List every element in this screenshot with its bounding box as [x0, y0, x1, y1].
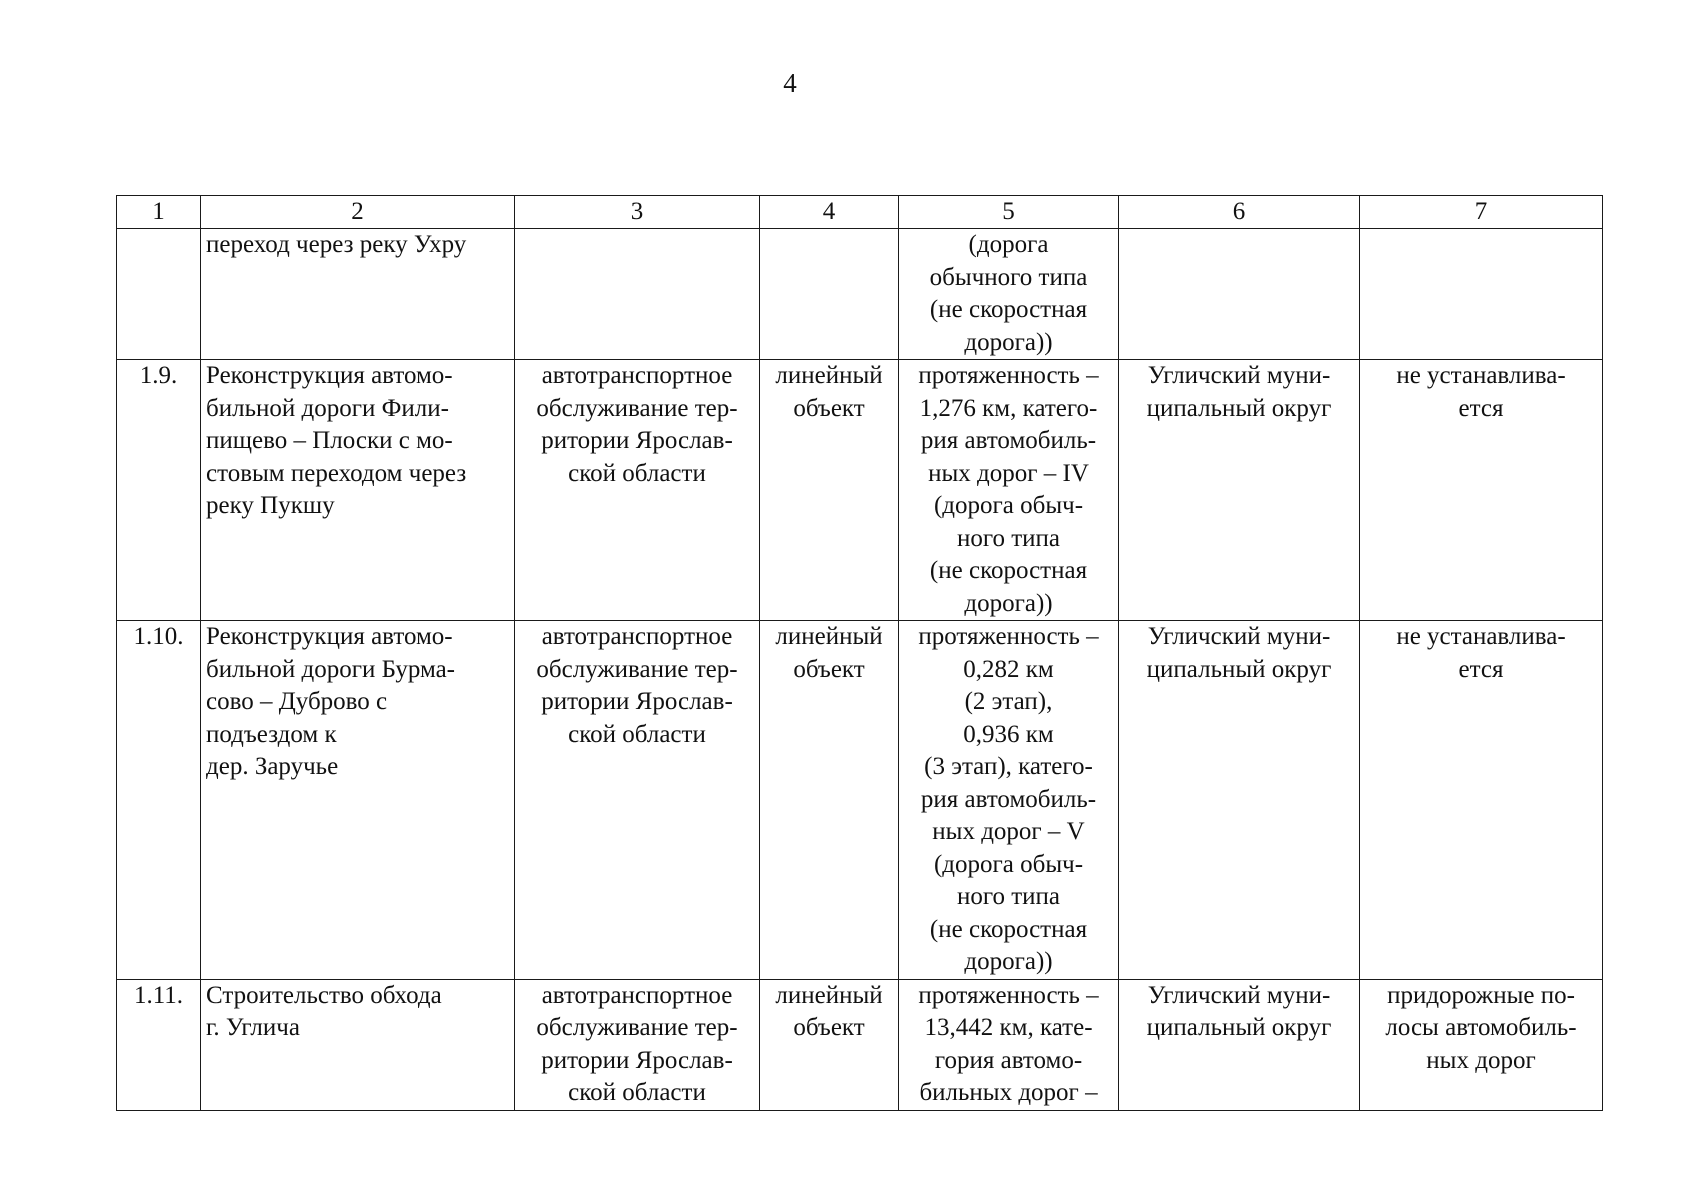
cell-text-line: пищево – Плоски с мо-	[206, 427, 453, 454]
cell-text-line: (3 этап), катего-	[924, 753, 1093, 780]
table-row	[117, 229, 1603, 360]
cell-text-line: Угличский муни-	[1147, 362, 1331, 389]
cell-text-line: объект	[793, 394, 865, 422]
cell-text-line: ного типа	[956, 883, 1061, 910]
cell-object-type	[760, 979, 899, 1110]
cell-object-name	[201, 360, 515, 621]
header-col-6: 6	[1119, 196, 1360, 229]
cell-text-line: (2 этап),	[964, 688, 1053, 715]
cell-text-line: сово – Дуброво с	[206, 688, 388, 715]
header-row	[117, 196, 1603, 229]
cell-text-line: ципальный округ	[1146, 1014, 1332, 1041]
cell-text-line: ных дорог – V	[932, 818, 1085, 845]
cell-text-line: 0,282 км	[963, 655, 1054, 683]
cell-purpose	[515, 229, 760, 360]
cell-number: 1.11.	[117, 979, 201, 1110]
cell-text-line: Реконструкция автомо-	[206, 623, 453, 650]
cell-text-line: протяженность –	[918, 981, 1099, 1009]
cell-text-line: Угличский муни-	[1147, 981, 1331, 1009]
cell-object-type	[760, 360, 899, 621]
cell-text-line: Строительство обхода	[206, 981, 442, 1009]
table-header	[117, 196, 1603, 229]
cell-text-line: бильных дорог –	[919, 1079, 1098, 1106]
cell-text-line: (не скоростная	[929, 296, 1088, 323]
cell-text-line: (не скоростная	[929, 915, 1088, 943]
cell-text-line: ской области	[568, 720, 706, 748]
cell-text-line: гория автомо-	[934, 1046, 1083, 1074]
cell-text-line: ской области	[568, 1079, 706, 1106]
cell-text-line: 1,276 км, катего-	[919, 394, 1098, 422]
cell-text-line: г. Углича	[206, 1014, 300, 1041]
header-col-3: 3	[515, 196, 760, 229]
cell-text-line: линейный	[775, 623, 883, 650]
cell-text-line: не устанавлива-	[1396, 623, 1566, 650]
cell-text-line: ритории Ярослав-	[541, 688, 733, 715]
cell-zones	[1360, 621, 1603, 980]
cell-object-name	[201, 621, 515, 980]
cell-object-name	[201, 229, 515, 360]
cell-object-type	[760, 229, 899, 360]
cell-location	[1119, 229, 1360, 360]
table-row	[117, 979, 1603, 1110]
cell-purpose	[515, 621, 760, 980]
cell-text-line: реку Пукшу	[206, 492, 335, 519]
cell-text-line: ется	[1458, 394, 1504, 422]
cell-object-type	[760, 621, 899, 980]
cell-text-line: протяженность –	[918, 623, 1099, 650]
cell-text-line: автотранспортное	[541, 981, 733, 1009]
cell-zones	[1360, 979, 1603, 1110]
header-col-1: 1	[117, 196, 201, 229]
objects-table	[116, 195, 1603, 1111]
cell-zones	[1360, 229, 1603, 360]
cell-text-line: протяженность –	[918, 362, 1099, 389]
cell-number	[117, 229, 201, 360]
cell-text-line: ципальный округ	[1146, 394, 1332, 422]
cell-text-line: рия автомобиль-	[920, 427, 1097, 454]
table-row	[117, 621, 1603, 980]
cell-text-line: лосы автомобиль-	[1385, 1014, 1577, 1041]
header-col-4: 4	[760, 196, 899, 229]
cell-text-line: бильной дороги Фили-	[206, 394, 449, 422]
cell-text-line: ритории Ярослав-	[541, 427, 733, 454]
cell-text-line: дорога))	[964, 589, 1053, 617]
cell-characteristics	[899, 979, 1119, 1110]
cell-text-line: автотранспортное	[541, 362, 733, 389]
cell-text-line: подъездом к	[206, 720, 337, 748]
header-col-2: 2	[201, 196, 515, 229]
cell-text-line: дорога))	[964, 328, 1053, 356]
cell-text-line: (дорога	[968, 231, 1049, 258]
cell-characteristics	[899, 621, 1119, 980]
cell-text-line: ного типа	[956, 524, 1061, 552]
cell-text-line: линейный	[775, 981, 883, 1009]
cell-location	[1119, 979, 1360, 1110]
cell-text-line: объект	[793, 1014, 865, 1041]
cell-number: 1.9.	[117, 360, 201, 621]
cell-text-line: ской области	[568, 459, 706, 487]
cell-text-line: не устанавлива-	[1396, 362, 1566, 389]
cell-text-line: обслуживание тер-	[536, 1014, 738, 1041]
cell-text-line: (не скоростная	[929, 557, 1088, 584]
cell-text-line: линейный	[775, 362, 883, 389]
header-col-7: 7	[1360, 196, 1603, 229]
cell-text-line: Реконструкция автомо-	[206, 362, 453, 389]
cell-text-line: 0,936 км	[963, 720, 1054, 748]
cell-text-line: рия автомобиль-	[920, 785, 1097, 813]
cell-text-line: ных дорог – IV	[928, 459, 1089, 487]
cell-number: 1.10.	[117, 621, 201, 980]
cell-text-line: 13,442 км, кате-	[924, 1014, 1093, 1041]
cell-characteristics	[899, 229, 1119, 360]
cell-text-line: дер. Заручье	[206, 753, 339, 780]
table-row	[117, 360, 1603, 621]
header-col-5: 5	[899, 196, 1119, 229]
cell-text-line: дорога))	[964, 948, 1053, 975]
cell-text-line: автотранспортное	[541, 623, 733, 650]
cell-text-line: ритории Ярослав-	[541, 1046, 733, 1074]
cell-text-line: обслуживание тер-	[536, 655, 738, 683]
cell-purpose	[515, 979, 760, 1110]
cell-text-line: ных дорог	[1426, 1046, 1536, 1074]
table-body	[117, 229, 1603, 1111]
cell-text-line: стовым переходом через	[206, 459, 467, 487]
cell-text-line: бильной дороги Бурма-	[206, 655, 456, 683]
cell-text-line: (дорога обыч-	[933, 850, 1084, 878]
cell-text-line: придорожные по-	[1387, 981, 1575, 1009]
cell-text-line: объект	[793, 655, 865, 683]
cell-text-line: обслуживание тер-	[536, 394, 738, 422]
cell-zones	[1360, 360, 1603, 621]
cell-characteristics	[899, 360, 1119, 621]
cell-text-line: переход через реку Ухру	[206, 231, 467, 258]
cell-location	[1119, 360, 1360, 621]
cell-text-line: (дорога обыч-	[933, 492, 1084, 519]
cell-text-line: ципальный округ	[1146, 655, 1332, 683]
cell-text-line: ется	[1458, 655, 1504, 683]
cell-text-line: обычного типа	[929, 263, 1088, 291]
cell-object-name	[201, 979, 515, 1110]
cell-text-line: Угличский муни-	[1147, 623, 1331, 650]
page-number: 4	[783, 68, 797, 98]
cell-purpose	[515, 360, 760, 621]
cell-location	[1119, 621, 1360, 980]
